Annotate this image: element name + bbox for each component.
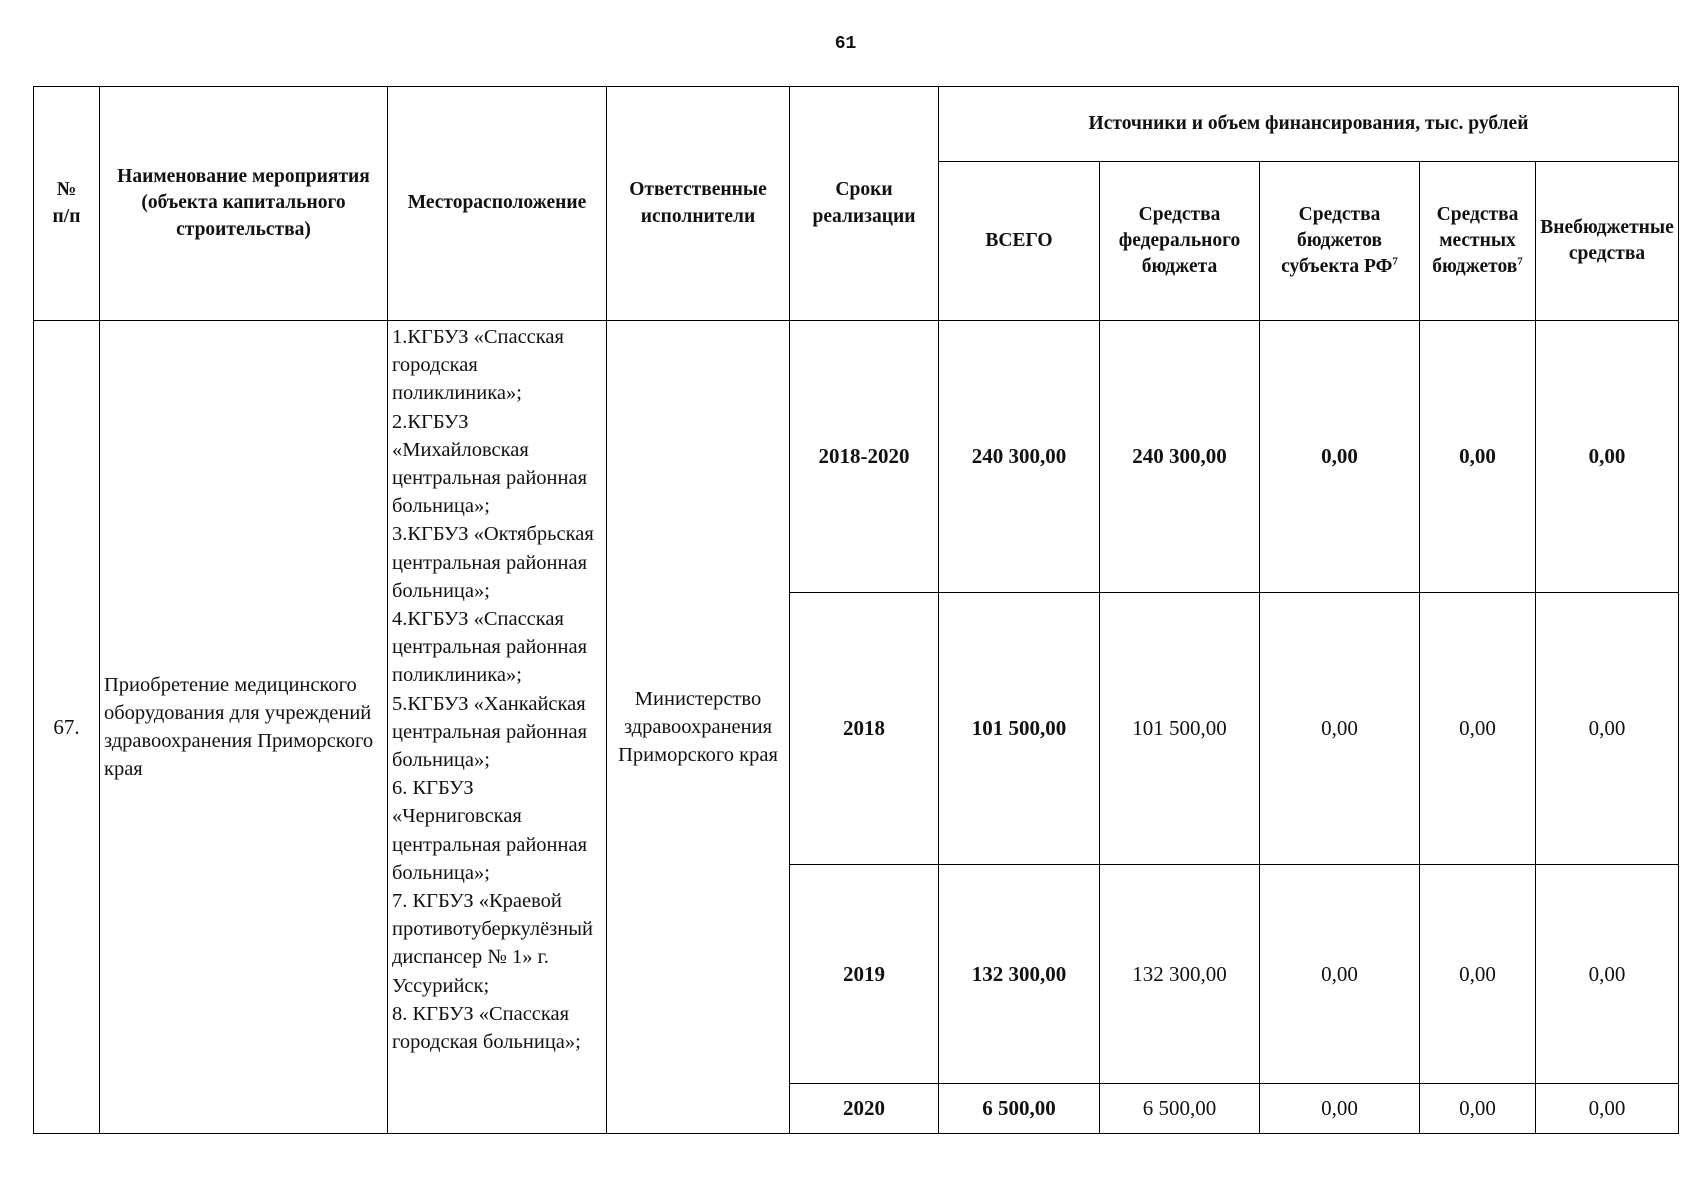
- period-cell: 2018: [789, 592, 939, 865]
- extra-cell: 0,00: [1535, 320, 1679, 593]
- extra-cell: 0,00: [1535, 864, 1679, 1084]
- footnote-marker: 7: [1517, 255, 1523, 268]
- period-cell: 2018-2020: [789, 320, 939, 593]
- header-extrabudget: Внебюджетные средства: [1535, 161, 1679, 321]
- extra-cell: 0,00: [1535, 592, 1679, 865]
- local-cell: 0,00: [1419, 592, 1536, 865]
- row-responsible: Министерство здравоохранения Приморского края: [606, 320, 790, 1134]
- location-item: 8. КГБУЗ «Спасская городская больница»;: [392, 1002, 581, 1054]
- total-cell: 132 300,00: [938, 864, 1100, 1084]
- period-cell: 2020: [789, 1083, 939, 1134]
- total-cell: 101 500,00: [938, 592, 1100, 865]
- header-total: ВСЕГО: [938, 161, 1100, 321]
- header-name: Наименование мероприятия (объекта капитального строительства): [99, 86, 388, 321]
- federal-cell: 132 300,00: [1099, 864, 1260, 1084]
- location-item: 3.КГБУЗ «Октябрьская центральная районная больница»;: [392, 523, 594, 602]
- row-locations: [387, 320, 607, 1134]
- row-number: 67.: [33, 320, 100, 1134]
- total-cell: 6 500,00: [938, 1083, 1100, 1134]
- subject-cell: 0,00: [1259, 320, 1420, 593]
- header-num: № п/п: [33, 86, 100, 321]
- federal-cell: 6 500,00: [1099, 1083, 1260, 1134]
- location-item: 7. КГБУЗ «Краевой противотуберкулёзный диспансер № 1» г. Уссурийск;: [392, 890, 593, 997]
- header-location: Месторасположение: [387, 86, 607, 321]
- funding-table: [33, 86, 1679, 1134]
- page-number: 61: [834, 34, 857, 54]
- location-item: 4.КГБУЗ «Спасская центральная районная поликлиника»;: [392, 608, 588, 687]
- federal-cell: 240 300,00: [1099, 320, 1260, 593]
- federal-cell: 101 500,00: [1099, 592, 1260, 865]
- footnote-marker: 7: [1392, 255, 1398, 268]
- header-federal: Средства федерального бюджета: [1099, 161, 1260, 321]
- local-cell: 0,00: [1419, 320, 1536, 593]
- header-period: Сроки реализации: [789, 86, 939, 321]
- local-cell: 0,00: [1419, 1083, 1536, 1134]
- total-cell: 240 300,00: [938, 320, 1100, 593]
- period-cell: 2019: [789, 864, 939, 1084]
- subject-cell: 0,00: [1259, 592, 1420, 865]
- subject-cell: 0,00: [1259, 1083, 1420, 1134]
- location-item: 5.КГБУЗ «Ханкайская центральная районная больница»;: [392, 692, 588, 772]
- subject-cell: 0,00: [1259, 864, 1420, 1084]
- location-item: 1.КГБУЗ «Спасская городская поликлиника»;: [392, 326, 564, 405]
- location-item: 2.КГБУЗ «Михайловская центральная районная больница»;: [392, 410, 588, 518]
- local-cell: 0,00: [1419, 864, 1536, 1084]
- header-funding-group: Источники и объем финансирования, тыс. рублей: [938, 86, 1679, 162]
- row-activity-name: Приобретение медицинского оборудования для учреждений здравоохранения Приморского края: [99, 320, 388, 1134]
- location-item: 6. КГБУЗ «Черниговская центральная районная больница»;: [392, 777, 588, 884]
- header-local-label: Средства местных бюджетов: [1432, 203, 1519, 278]
- header-subject: [1259, 161, 1420, 321]
- header-responsible: Ответственные исполнители: [606, 86, 790, 321]
- header-local: [1419, 161, 1536, 321]
- header-subject-label: Средства бюджетов субъекта РФ: [1281, 203, 1393, 278]
- extra-cell: 0,00: [1535, 1083, 1679, 1134]
